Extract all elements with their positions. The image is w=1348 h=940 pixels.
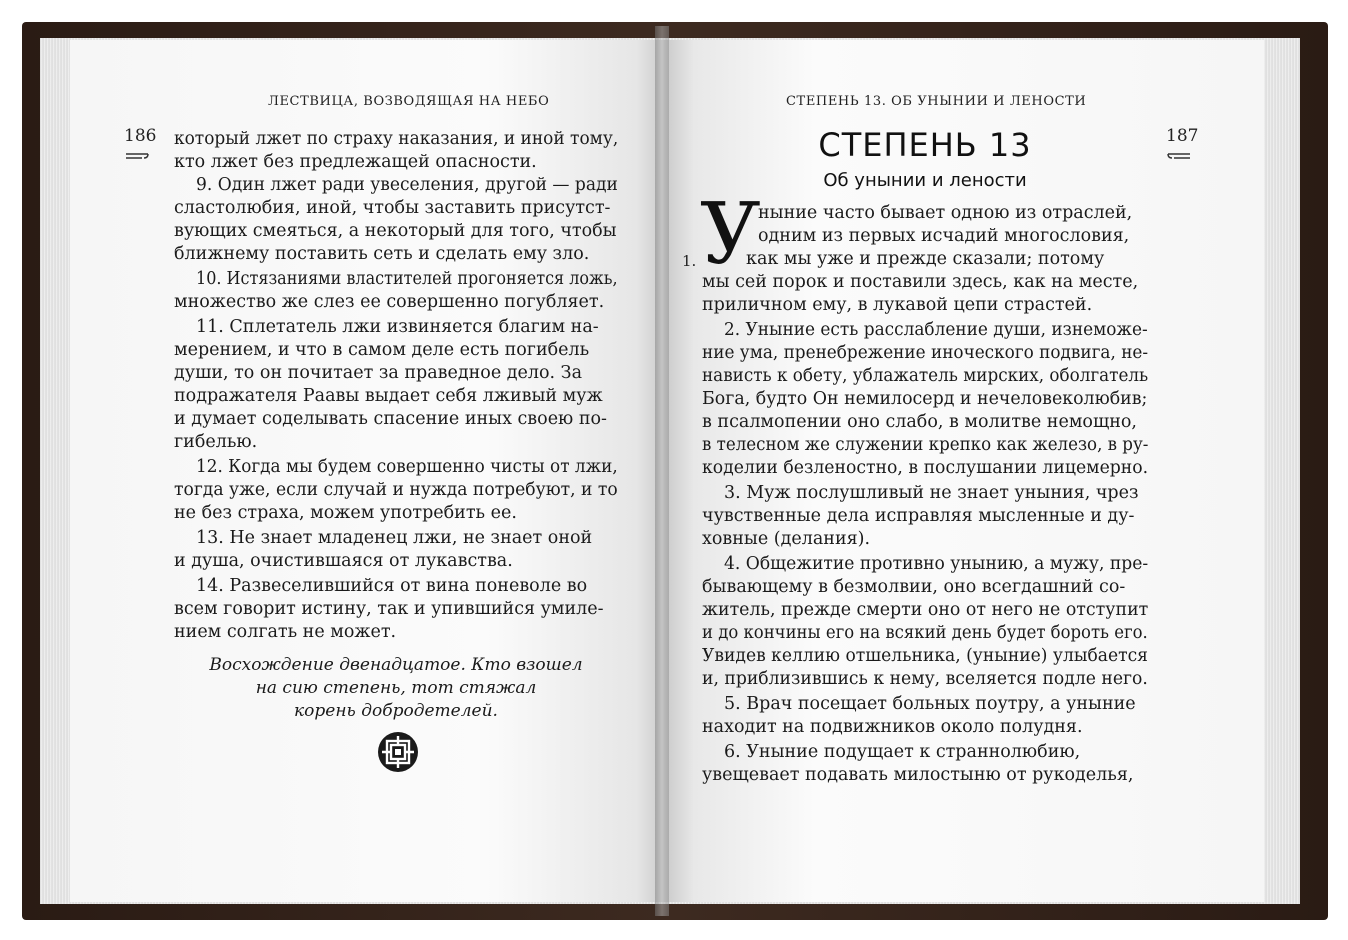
right-line: чувственные дела исправляя мысленные и ду- (702, 506, 1135, 526)
right-line: ховные (делания). (702, 529, 871, 549)
left-line: 10. Истязаниями властителей прогоняется ложь, (196, 269, 618, 289)
left-line: и думает соделывать спасение иных своею по- (174, 409, 607, 429)
right-line: находит на подвижников около полудня. (702, 717, 1083, 737)
chapter-subtitle: Об унынии и лености (823, 170, 1027, 191)
left-line: всем говорит истину, так и упившийся умиле- (174, 599, 604, 619)
right-line: и до кончины его на всякий день будет бороть его. (702, 623, 1148, 643)
left-line: 11. Сплетатель лжи извиняется благим на- (196, 317, 599, 337)
left-line: ближнему поставить сеть и сделать ему зло. (174, 244, 590, 264)
right-line: житель, прежде смерти оно от него не отступит (702, 600, 1149, 620)
book-spine (655, 26, 669, 916)
left-line: гибелью. (174, 432, 258, 452)
left-running-head: ЛЕСТВИЦА, ВОЗВОДЯЩАЯ НА НЕБО (268, 94, 550, 109)
knot-ornament-icon (376, 730, 420, 774)
left-line: 9. Один лжет ради увеселения, другой — ради (196, 175, 618, 195)
left-line: нием солгать не может. (174, 622, 397, 642)
right-line: нависть к обету, ублажатель мирских, оболгатель (702, 366, 1149, 386)
left-line: вующих смеяться, а некоторый для того, чтобы (174, 221, 617, 241)
right-line: 4. Общежитие противно унынию, а мужу, пре- (724, 554, 1149, 574)
page-number-ornament-icon (124, 150, 152, 166)
closing-line: корень добродетелей. (294, 701, 498, 721)
closing-line: на сию степень, тот стяжал (255, 678, 537, 698)
right-line: мы сей порок и поставили здесь, как на месте, (702, 272, 1139, 292)
left-page-number: 186 (124, 126, 157, 146)
right-line: Бога, будто Он немилосерд и нечеловеколюбив; (702, 389, 1148, 409)
closing-line: Восхождение двенадцатое. Кто взошел (209, 655, 583, 675)
left-line: подражателя Раавы выдает себя лживый муж (174, 386, 603, 406)
right-line: в телесном же служении крепко как железо, в ру- (702, 435, 1149, 455)
right-line: ние ума, пренебрежение иноческого подвига, не- (702, 343, 1149, 363)
left-line: души, то он почитает за праведное дело. За (174, 363, 583, 383)
right-line: приличном ему, в лукавой цепи страстей. (702, 295, 1093, 315)
left-line: множество же слез ее совершенно погубляет. (174, 292, 605, 312)
right-line: 6. Уныние подущает к страннолюбию, (724, 742, 1081, 762)
right-running-head: СТЕПЕНЬ 13. ОБ УНЫНИИ И ЛЕНОСТИ (786, 94, 1087, 109)
left-line: 14. Развеселившийся от вина поневоле во (196, 576, 588, 596)
right-line: в псалмопении оно слабо, в молитве немощно, (702, 412, 1137, 432)
right-line: 2. Уныние есть расслабление души, изнеможе- (724, 320, 1148, 340)
margin-number: 1. (682, 252, 697, 270)
left-line: сластолюбия, иной, чтобы заставить присутст- (174, 198, 611, 218)
right-line: 5. Врач посещает больных поутру, а уныние (724, 694, 1136, 714)
left-line: 12. Когда мы будем совершенно чисты от лжи, (196, 457, 618, 477)
left-line: мерением, и что в самом деле есть погибель (174, 340, 590, 360)
right-page-number: 187 (1166, 126, 1199, 146)
right-line: Увидев келлию отшельника, (уныние) улыбается (702, 646, 1148, 666)
right-line: одним из первых исчадий многословия, (758, 226, 1130, 246)
left-line: кто лжет без предлежащей опасности. (174, 152, 537, 172)
page-number-ornament-icon (1164, 150, 1192, 166)
left-line: 13. Не знает младенец лжи, не знает оной (196, 528, 593, 548)
right-line: увещевает подавать милостыню от рукоделья, (702, 765, 1134, 785)
right-line: 3. Муж послушливый не знает уныния, чрез (724, 483, 1139, 503)
left-line: который лжет по страху наказания, и иной тому, (174, 129, 619, 149)
drop-cap: У (700, 185, 761, 283)
left-line: и душа, очистившаяся от лукавства. (174, 551, 513, 571)
left-line: тогда уже, если случай и нужда потребуют, и то (174, 480, 618, 500)
right-line: ныние часто бывает одною из отраслей, (758, 203, 1133, 223)
chapter-title: СТЕПЕНЬ 13 (818, 126, 1032, 164)
right-line: бывающему в безмолвии, оно всегдашний со- (702, 577, 1126, 597)
right-line: коделии безленостно, в послушании лицемерно. (702, 458, 1149, 478)
left-line: не без страха, можем употребить ее. (174, 503, 517, 523)
right-line: как мы уже и прежде сказали; потому (746, 249, 1105, 269)
right-line: и, приблизившись к нему, вселяется подле него. (702, 669, 1148, 689)
